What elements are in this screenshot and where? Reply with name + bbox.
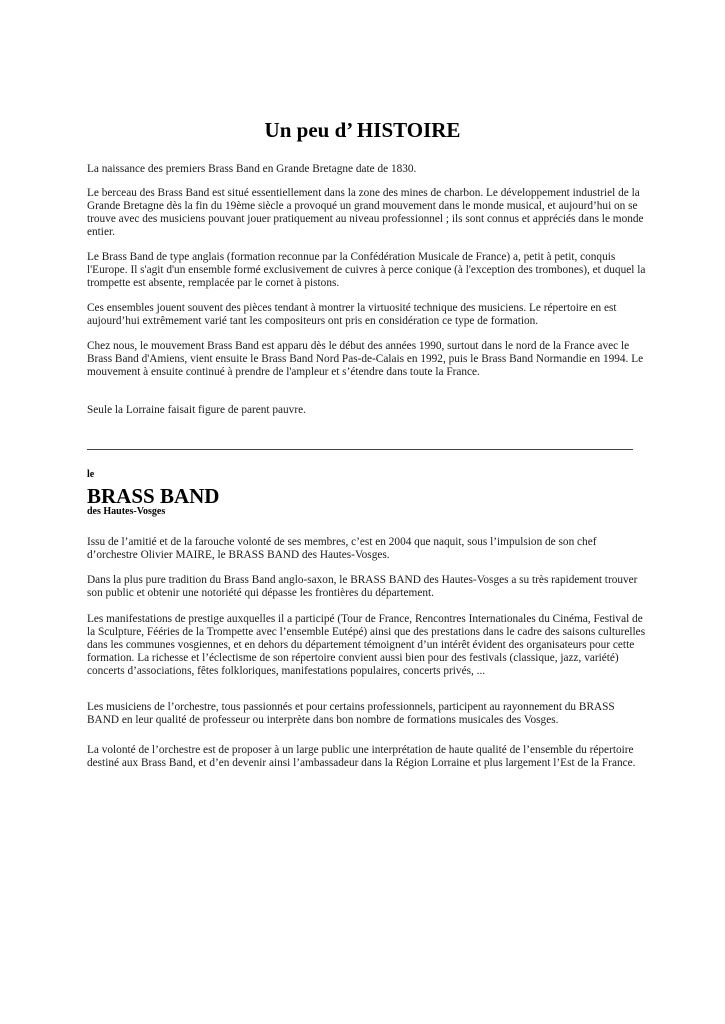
history-paragraph: Seule la Lorraine faisait figure de parent pauvre.	[87, 404, 306, 416]
history-paragraph: Chez nous, le mouvement Brass Band est apparu dès le début des années 1990, surtout dans le nord de la France avec le Brass Band d'Amiens, vient ensuite le Brass Band Nord Pas-de-Calais en 1992, puis le Brass Band Normandie en 1994. Le mouvement à ensuite continué à prendre de l'ampleur et s’étendre dans toute la France.	[87, 340, 644, 378]
history-title: Un peu d’ HISTOIRE	[264, 118, 461, 142]
history-paragraph: La naissance des premiers Brass Band en Grande Bretagne date de 1830.	[87, 163, 417, 175]
brass-band-pre-title: le	[87, 469, 95, 480]
brass-band-title: BRASS BAND	[87, 484, 220, 508]
brass-band-paragraph: Issu de l’amitié et de la farouche volonté de ses membres, c’est en 2004 que naquit, sous l’impulsion de son chef d’orchestre Olivier MAIRE, le BRASS BAND des Hautes-Vosges.	[87, 536, 597, 561]
brass-band-paragraph: Les musiciens de l’orchestre, tous passionnés et pour certains professionnels, participent au rayonnement du BRASS BAND en leur qualité de professeur ou interprète dans bon nombre de formations musicales des Vosges.	[87, 701, 615, 726]
brass-band-subtitle: des Hautes-Vosges	[87, 506, 166, 517]
brass-band-paragraph: Dans la plus pure tradition du Brass Band anglo-saxon, le BRASS BAND des Hautes-Vosges a su très rapidement trouver son public et obtenir une notoriété qui dépasse les frontières du département.	[87, 574, 638, 599]
section-divider	[87, 449, 633, 450]
brass-band-paragraph: Les manifestations de prestige auxquelles il a participé (Tour de France, Rencontres Internationales du Cinéma, Festival de la Sculpture, Fééries de la Trompette avec l’ensemble Eutépé) ainsi que des prestations dans le cadre des saisons culturelles dans les communes vosgiennes, et en dehors du département témoignent d’un intérêt évident des organisateurs pour cette formation. La richesse et l’éclectisme de son répertoire convient aussi bien pour des festivals (classique, jazz, variété) concerts d’associations, fêtes folkloriques, manifestations populaires, concerts privés, ...	[87, 613, 646, 677]
history-paragraph: Ces ensembles jouent souvent des pièces tendant à montrer la virtuosité technique des musiciens. Le répertoire en est aujourd’hui extrêmement varié tant les compositeurs ont pris en considération ce type de formation.	[87, 302, 617, 327]
brass-band-paragraph: La volonté de l’orchestre est de proposer à un large public une interprétation de haute qualité de l’ensemble du répertoire destiné aux Brass Band, et d’en devenir ainsi l’ambassadeur dans la Région Lorraine et plus largement l’Est de la France.	[87, 744, 636, 769]
history-paragraph: Le Brass Band de type anglais (formation reconnue par la Confédération Musicale de France) a, petit à petit, conquis l'Europe. Il s'agit d'un ensemble formé exclusivement de cuivres à perce conique (à l'exception des trombones), et duquel la trompette est absente, remplacée par le cornet à pistons.	[87, 251, 646, 289]
history-paragraph: Le berceau des Brass Band est situé essentiellement dans la zone des mines de charbon. Le développement industriel de la Grande Bretagne dès la fin du 19ème siècle a provoqué un grand mouvement dans le monde musical, et aujourd’hui on se trouve avec des musiciens pouvant jouer pratiquement au niveau professionnel ; ils sont connus et appréciés dans le monde entier.	[87, 187, 644, 238]
